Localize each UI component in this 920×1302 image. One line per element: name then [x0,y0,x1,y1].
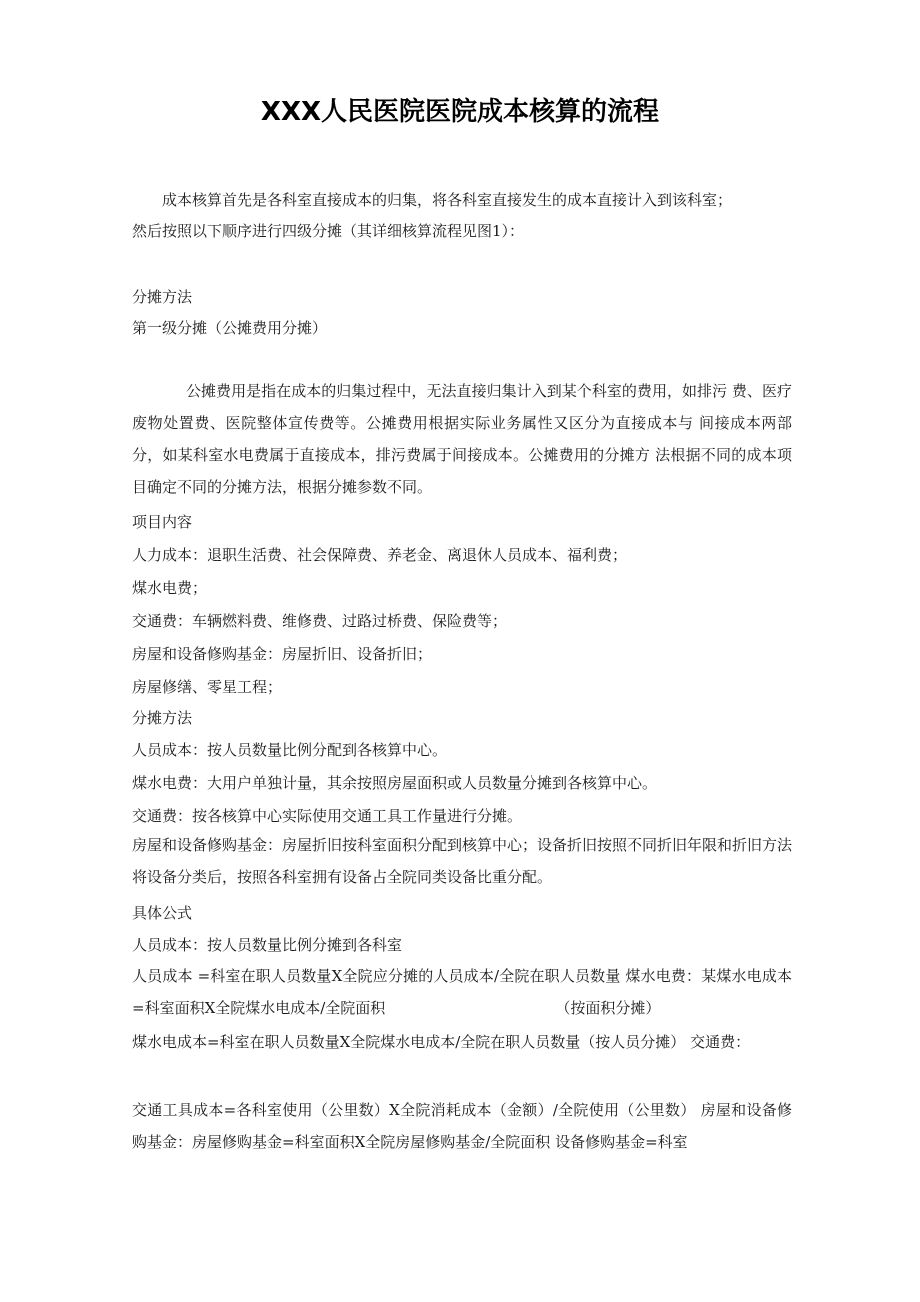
method-item-3: 交通费：按各核算中心实际使用交通工具工作量进行分摊。 [132,807,523,825]
formula-block-c: 交通工具成本=各科室使用（公里数）X全院消耗成本（金额）/全院使用（公里数） 房屋和设备修购基金：房屋修购基金=科室面积X全院房屋修购基金/全院面积 设备修购基金=科室 [132,1101,792,1151]
formula-heading: 具体公式 [132,904,193,922]
page-title: XXX人民医院医院成本核算的流程 [260,97,660,127]
intro-line-2: 然后按照以下顺序进行四级分摊（其详细核算流程见图1）： [132,222,525,240]
project-item-1: 人力成本：退职生活费、社会保障费、养老金、离退休人员成本、福利费； [132,546,628,564]
project-item-4: 房屋和设备修购基金：房屋折旧、设备折旧； [132,645,433,663]
project-item-2: 煤水电费； [132,579,208,597]
formula-a-text: 人员成本 =科室在职人员数量X全院应分摊的人员成本/全院在职人员数量 煤水电费：某煤水电成本=科室面积X全院煤水电成本/全院面积 [132,967,792,1017]
method-heading: 分摊方法 [132,709,193,727]
method-item-1: 人员成本：按人员数量比例分配到各核算中心。 [132,741,448,759]
level1-paragraph: 公摊费用是指在成本的归集过程中，无法直接归集计入到某个科室的费用，如排污 费、医疗废物处置费、医院整体宣传费等。公摊费用根据实际业务属性又区分为直接成本与 间接成本两部分，如某科室水电费属于直接成本，排污费属于间接成本。公摊费用的分摊方 法根据不同的成本项目确定不同的分摊方法，根据分摊参数不同。 [132,382,792,496]
formula-line-1: 人员成本：按人员数量比例分摊到各科室 [132,936,403,954]
project-item-5: 房屋修缮、零星工程； [132,678,283,696]
project-item-3: 交通费：车辆燃料费、维修费、过路过桥费、保险费等； [132,612,508,630]
section-method-heading: 分摊方法 [132,288,193,306]
formula-block-a [132,960,792,1024]
method-item-4: 房屋和设备修购基金：房屋折旧按科室面积分配到核算中心；设备折旧按照不同折旧年限和折旧方法将设备分类后，按照各科室拥有设备占全院同类设备比重分配。 [132,836,793,886]
intro-line-1: 成本核算首先是各科室直接成本的归集，将各科室直接发生的成本直接计入到该科室； [162,191,733,209]
project-heading: 项目内容 [132,513,193,531]
formula-a-tail: （按面积分摊） [555,999,661,1017]
formula-block-b: 煤水电成本=科室在职人员数量X全院煤水电成本/全院在职人员数量（按人员分摊） 交通费： [132,1033,751,1051]
level1-heading: 第一级分摊（公摊费用分摊） [132,319,328,337]
method-item-2: 煤水电费：大用户单独计量，其余按照房屋面积或人员数量分摊到各核算中心。 [132,774,658,792]
